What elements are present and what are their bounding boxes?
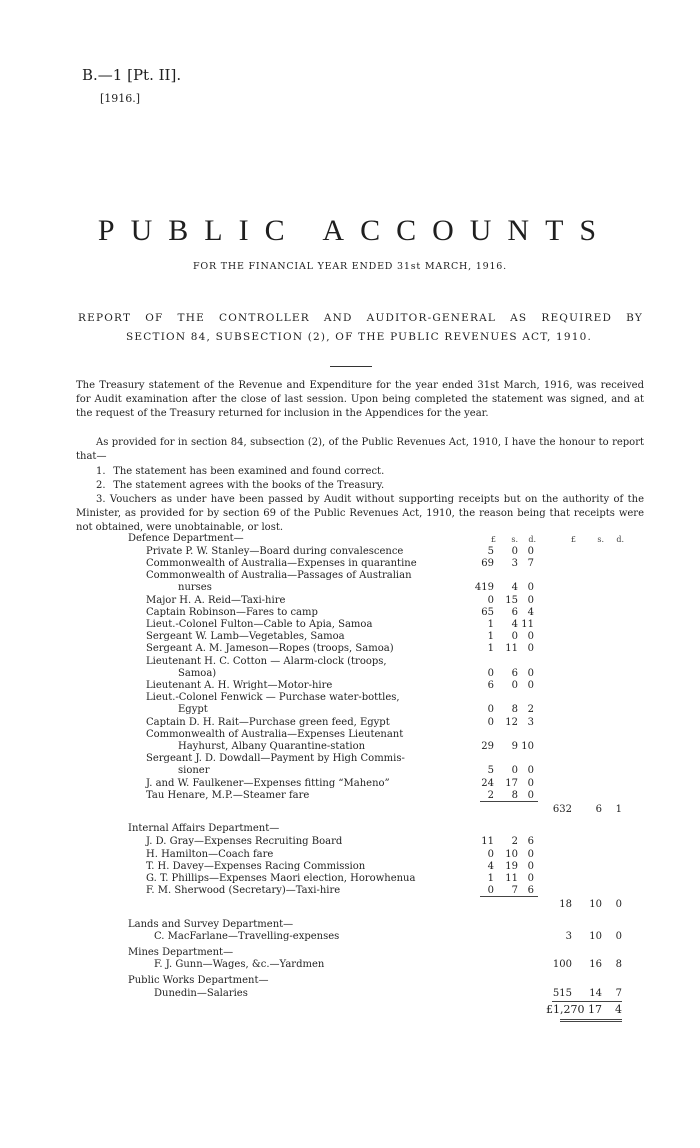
department-heading: Defence Department— (128, 533, 244, 544)
document-reference: B.—1 [Pt. II]. (82, 66, 182, 84)
voucher-amount-pence: 0 (527, 860, 534, 872)
voucher-entry: Lieut.-Colonel Fenwick — Purchase water-bottles, (146, 692, 400, 704)
list-number: 1. (96, 466, 106, 477)
paragraph-2: As provided for in section 84, subsection (2), of the Public Revenues Act, 1910, I have the honour to report that— (76, 437, 644, 463)
voucher-amount-pence: 0 (527, 667, 534, 679)
voucher-entry: F. J. Gunn—Wages, &c.—Yardmen (154, 959, 325, 971)
department-total-pounds: 632 (552, 804, 572, 815)
voucher-amount-pence: 11 (521, 619, 534, 630)
page-title: PUBLIC ACCOUNTS (97, 214, 613, 247)
voucher-amount-shillings: 0 (511, 545, 518, 557)
voucher-amount-pounds: 5 (487, 765, 494, 777)
department-total-pence: 0 (615, 930, 622, 942)
voucher-entry-continued: Egypt (178, 704, 208, 716)
voucher-amount-pounds: 1 (487, 643, 494, 655)
voucher-amount-shillings: 7 (511, 885, 518, 897)
list-text: The statement agrees with the books of the Treasury. (113, 480, 385, 491)
list-item-3: 3. Vouchers as under have been passed by Audit without supporting receipts but on the authority of the Minister, as provided for by section 69 of the Public Revenues Act, 1910, the reason being that receipts were not obtained, were unobtainable, or lost. (76, 494, 644, 534)
voucher-amount-shillings: 0 (511, 631, 518, 643)
department-total-pounds: 3 (565, 930, 572, 942)
voucher-entry: H. Hamilton—Coach fare (146, 848, 274, 860)
voucher-amount-pence: 0 (527, 582, 534, 594)
voucher-amount-pence: 4 (527, 606, 534, 618)
voucher-amount-shillings: 4 (511, 619, 518, 630)
department-total-shillings: 10 (589, 930, 602, 942)
voucher-amount-shillings: 12 (505, 716, 518, 728)
voucher-amount-shillings: 17 (505, 777, 518, 789)
voucher-amount-pence: 0 (527, 848, 534, 860)
voucher-amount-shillings: 11 (505, 643, 518, 655)
voucher-amount-pence: 0 (527, 680, 534, 691)
voucher-entry: J. and W. Faulkener—Expenses fitting “Maheno” (146, 777, 390, 789)
voucher-entry: Captain Robinson—Fares to camp (146, 606, 318, 618)
voucher-entry: Sergeant A. M. Jameson—Ropes (troops, Samoa) (146, 643, 394, 655)
voucher-amount-pence: 0 (527, 789, 534, 801)
voucher-amount-pence: 0 (527, 631, 534, 643)
voucher-entry: C. MacFarlane—Travelling-expenses (154, 930, 340, 942)
voucher-amount-pounds: 0 (487, 848, 494, 860)
voucher-entry: T. H. Davey—Expenses Racing Commission (146, 860, 366, 872)
voucher-amount-pence: 6 (527, 836, 534, 848)
department-total-pence: 8 (615, 959, 622, 971)
report-heading-line-1: REPORT OF THE CONTROLLER AND AUDITOR-GENERAL AS REQUIRED BY (78, 312, 643, 324)
voucher-entry: Lieut.-Colonel Fulton—Cable to Apia, Samoa (146, 619, 373, 630)
currency-header-shillings: s. (597, 535, 604, 544)
voucher-amount-shillings: 3 (511, 558, 518, 569)
department-total-pounds: 515 (552, 987, 572, 999)
voucher-amount-pence: 6 (527, 885, 534, 897)
voucher-entry: F. M. Sherwood (Secretary)—Taxi-hire (146, 885, 341, 897)
voucher-entry: Tau Henare, M.P.—Steamer fare (146, 789, 310, 801)
voucher-amount-pence: 0 (527, 594, 534, 606)
voucher-amount-pounds: 0 (487, 885, 494, 897)
voucher-entry: Commonwealth of Australia—Passages of Australian (146, 570, 412, 582)
voucher-amount-shillings: 15 (505, 594, 518, 606)
voucher-entry-continued: Samoa) (178, 667, 217, 679)
voucher-amount-pence: 0 (527, 777, 534, 789)
voucher-amount-pounds: 29 (481, 741, 494, 752)
voucher-amount-pounds: 5 (487, 545, 494, 557)
voucher-amount-pounds: 1 (487, 619, 494, 630)
divider (330, 366, 372, 367)
voucher-amount-pounds: 419 (474, 582, 494, 594)
department-heading: Internal Affairs Department— (128, 823, 280, 835)
list-text: The statement has been examined and found correct. (113, 466, 385, 477)
department-total-shillings: 14 (589, 987, 602, 999)
currency-header-shillings: s. (511, 535, 518, 544)
department-total-pounds: 18 (559, 899, 572, 911)
voucher-amount-pounds: 0 (487, 704, 494, 716)
voucher-entry: Lieutenant A. H. Wright—Motor-hire (146, 680, 333, 691)
grand-total-pounds: £1,270 (546, 1002, 585, 1016)
voucher-entry: Commonwealth of Australia—Expenses in quarantine (146, 558, 417, 569)
voucher-amount-pence: 0 (527, 873, 534, 884)
voucher-entry: Commonwealth of Australia—Expenses Lieutenant (146, 728, 404, 740)
voucher-amount-shillings: 8 (511, 704, 518, 716)
voucher-amount-pence: 0 (527, 643, 534, 655)
voucher-amount-shillings: 6 (511, 606, 518, 618)
voucher-amount-pounds: 0 (487, 594, 494, 606)
voucher-amount-pounds: 0 (487, 716, 494, 728)
voucher-amount-shillings: 6 (511, 667, 518, 679)
voucher-entry: Dunedin—Salaries (154, 987, 248, 999)
department-heading: Public Works Department— (128, 975, 269, 987)
voucher-entry: Sergeant W. Lamb—Vegetables, Samoa (146, 631, 345, 643)
subtotal-rule (480, 896, 538, 897)
grand-total-double-rule (560, 1019, 622, 1022)
voucher-amount-pence: 7 (527, 558, 534, 569)
grand-total-shillings: 17 (588, 1002, 602, 1016)
department-heading: Lands and Survey Department— (128, 918, 294, 930)
voucher-amount-pence: 3 (527, 716, 534, 728)
voucher-entry: Sergeant J. D. Dowdall—Payment by High Commis- (146, 753, 405, 765)
voucher-amount-shillings: 2 (511, 836, 518, 848)
document-year: [1916.] (100, 92, 141, 105)
department-total-shillings: 16 (589, 959, 602, 971)
currency-header-pence: d. (528, 535, 536, 544)
voucher-amount-shillings: 10 (505, 848, 518, 860)
list-number: 2. (96, 480, 106, 491)
voucher-amount-shillings: 19 (505, 860, 518, 872)
department-total-pence: 1 (615, 804, 622, 815)
list-item-1 (96, 465, 644, 479)
voucher-entry: J. D. Gray—Expenses Recruiting Board (146, 836, 343, 848)
voucher-amount-pounds: 1 (487, 873, 494, 884)
voucher-amount-pounds: 65 (481, 606, 494, 618)
voucher-entry-continued: sioner (178, 765, 210, 777)
department-total-pounds: 100 (552, 959, 572, 971)
voucher-amount-shillings: 4 (511, 582, 518, 594)
currency-header-pounds: £ (490, 535, 496, 544)
total-rule (552, 1001, 622, 1002)
voucher-amount-pounds: 1 (487, 631, 494, 643)
voucher-amount-shillings: 11 (505, 873, 518, 884)
voucher-amount-pence: 2 (527, 704, 534, 716)
voucher-entry-continued: nurses (178, 582, 212, 594)
currency-header-pence: d. (616, 535, 624, 544)
voucher-entry: Lieutenant H. C. Cotton — Alarm-clock (troops, (146, 655, 387, 667)
paragraph-1: The Treasury statement of the Revenue and Expenditure for the year ended 31st March, 1916, was received for Audit examination after the close of last session. Upon being completed the statement was signed, and at the request of the Treasury returned for inclusion in the Appendices for the year. (76, 380, 644, 420)
voucher-amount-pence: 0 (527, 765, 534, 777)
voucher-amount-pence: 0 (527, 545, 534, 557)
currency-header-pounds: £ (570, 535, 576, 544)
voucher-entry: Captain D. H. Rait—Purchase green feed, Egypt (146, 716, 390, 728)
report-heading-line-2: SECTION 84, SUBSECTION (2), OF THE PUBLIC REVENUES ACT, 1910. (126, 331, 593, 343)
voucher-amount-pounds: 6 (487, 680, 494, 691)
voucher-entry: Major H. A. Reid—Taxi-hire (146, 594, 286, 606)
voucher-amount-pounds: 0 (487, 667, 494, 679)
voucher-amount-pounds: 24 (481, 777, 494, 789)
voucher-amount-shillings: 0 (511, 680, 518, 691)
voucher-amount-shillings: 0 (511, 765, 518, 777)
voucher-amount-pounds: 4 (487, 860, 494, 872)
department-total-shillings: 10 (589, 899, 602, 911)
voucher-amount-shillings: 8 (511, 789, 518, 801)
department-total-pence: 0 (615, 899, 622, 911)
page-subtitle: FOR THE FINANCIAL YEAR ENDED 31st MARCH, 1916. (193, 261, 507, 272)
voucher-amount-pounds: 11 (481, 836, 494, 848)
voucher-amount-pounds: 69 (481, 558, 494, 569)
department-heading: Mines Department— (128, 947, 234, 958)
voucher-amount-pence: 10 (521, 741, 534, 752)
voucher-entry: Private P. W. Stanley—Board during convalescence (146, 545, 404, 557)
subtotal-rule (480, 801, 538, 802)
voucher-entry-continued: Hayhurst, Albany Quarantine-station (178, 741, 366, 752)
voucher-amount-pounds: 2 (487, 789, 494, 801)
grand-total-pence: 4 (615, 1002, 622, 1016)
department-total-shillings: 6 (595, 804, 602, 815)
voucher-amount-shillings: 9 (511, 741, 518, 752)
department-total-pence: 7 (615, 987, 622, 999)
voucher-entry: G. T. Phillips—Expenses Maori election, Horowhenua (146, 873, 416, 884)
list-item-2 (96, 479, 644, 493)
